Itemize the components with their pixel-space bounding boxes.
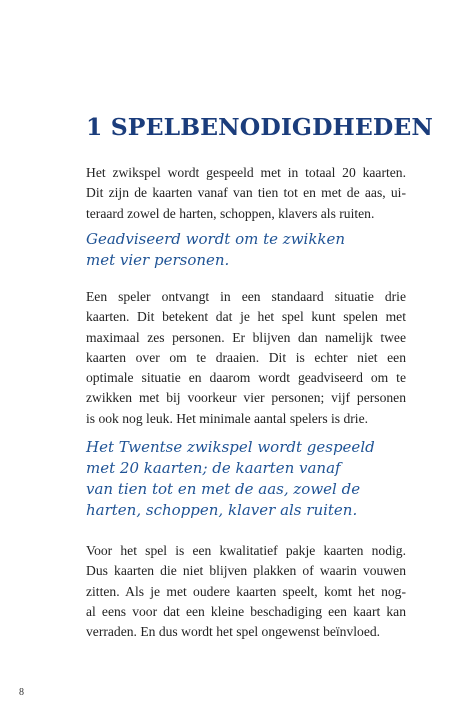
paragraph-line: maximaal zes personen. Er blijven dan namelijk twee (86, 329, 406, 345)
paragraph-line: al eens voor dat een kleine beschadiging een kaart kan (86, 603, 406, 619)
pull-quote-cards (86, 437, 375, 521)
paragraph-line: is ook nog leuk. Het minimale aantal spelers is drie. (86, 410, 369, 426)
page-number: 8 (19, 687, 24, 698)
paragraph-card-quality (86, 541, 406, 642)
paragraph-line: Een speler ontvangt in een standaard situatie drie (86, 289, 406, 304)
paragraph-line: zwikken met bij voorkeur vier personen; vijf personen (86, 390, 406, 406)
pull-quote-line: Het Twentse zwikspel wordt gespeeld (86, 438, 375, 456)
pull-quote-line: van tien tot en met de aas, zowel de (86, 480, 361, 498)
paragraph-line: optimale situatie en daarom wordt geadviseerd om te (86, 370, 406, 386)
paragraph-players (86, 287, 406, 429)
paragraph-line: kaarten. Dit betekent dat je het spel kunt spelen met (86, 309, 406, 325)
pull-quote-line: met vier personen. (86, 251, 230, 269)
paragraph-line: verraden. En dus wordt het spel ongewenst beïnvloed. (86, 624, 381, 640)
paragraph-line: teraard zowel de harten, schoppen, klavers als ruiten. (86, 205, 375, 221)
pull-quote-line: Geadviseerd wordt om te zwikken (86, 230, 346, 248)
paragraph-intro (86, 163, 406, 224)
paragraph-line: Voor het spel is een kwalitatief pakje kaarten nodig. (86, 543, 406, 558)
pull-quote-line: met 20 kaarten; de kaarten vanaf (86, 459, 341, 477)
paragraph-line: Dit zijn de kaarten vanaf van tien tot en met de aas, ui- (86, 185, 406, 201)
paragraph-line: Dus kaarten die niet blijven plakken of waarin vouwen (86, 563, 406, 579)
paragraph-line: Het zwikspel wordt gespeeld met in totaal 20 kaarten. (86, 165, 406, 180)
pull-quote-players (86, 229, 345, 271)
paragraph-line: kaarten over om te draaien. Dit is echter niet een (86, 349, 406, 365)
chapter-title: 1 SPELBENODIGDHEDEN (86, 113, 433, 141)
paragraph-line: zitten. Als je met oudere kaarten speelt, komt het nog- (86, 583, 406, 599)
pull-quote-line: harten, schoppen, klaver als ruiten. (86, 501, 358, 519)
